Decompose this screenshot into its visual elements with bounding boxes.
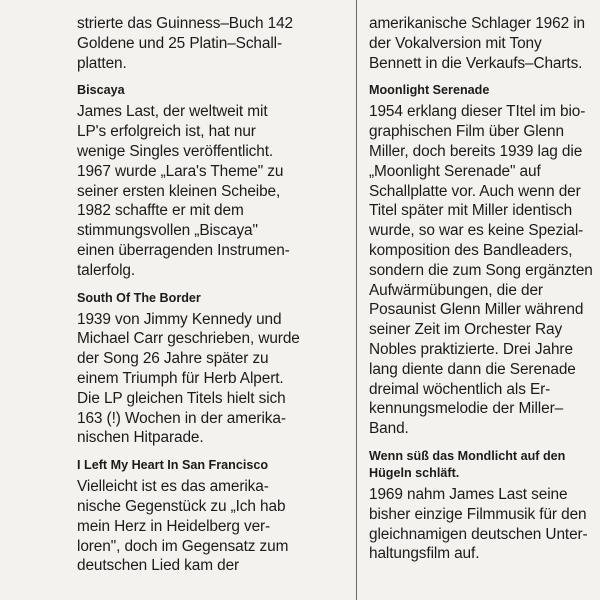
text-line: wurde, so war es keine Spezial- [369, 222, 584, 240]
text-line: einen überragenden Instrumen- [77, 241, 290, 259]
section-heading: Biscaya [77, 83, 125, 98]
text-line: 1969 nahm James Last seine [369, 485, 568, 503]
section-wenn-suess-das-mondlicht [369, 448, 587, 564]
text-line: sondern die zum Song ergänzten [369, 261, 593, 279]
text-line: platten. [77, 54, 127, 72]
text-line: wenige Singles veröffentlicht. [77, 142, 274, 160]
text-line: LP's erfolgreich ist, hat nur [77, 123, 256, 141]
text-line: 1982 schaffte er mit dem [77, 202, 244, 220]
section-paragraph [77, 310, 342, 449]
text-line: Posaunist Glenn Miller während [369, 301, 584, 319]
section-paragraph [369, 102, 593, 439]
left-intro-paragraph [77, 14, 342, 73]
text-line: Aufwärmübungen, die der [369, 281, 543, 299]
right-column [369, 14, 593, 564]
text-line: nischen Hitparade. [77, 429, 204, 447]
text-line: Bennett in die Verkaufs–Charts. [369, 54, 583, 72]
section-heading: South Of The Border [77, 290, 201, 305]
text-line: bisher einzige Filmmusik für den [369, 505, 587, 523]
text-line: Nobles praktizierte. Drei Jahre [369, 340, 573, 358]
section-heading: I Left My Heart In San Francisco [77, 458, 269, 473]
section-moonlight-serenade [369, 82, 593, 439]
section-heading: Moonlight Serenade [369, 83, 490, 98]
text-line: haltungsfilm auf. [369, 545, 480, 563]
text-line: talerfolg. [77, 261, 136, 279]
section-paragraph [77, 477, 342, 576]
right-intro-paragraph [369, 14, 587, 73]
text-line: lang diente dann die Serenade [369, 360, 576, 378]
text-line: Vielleicht ist es das amerika- [77, 478, 269, 496]
text-line: 1954 erklang dieser TItel im bio- [369, 103, 586, 121]
section-i-left-my-heart [77, 457, 342, 576]
section-paragraph [369, 485, 587, 564]
text-line: einem Triumph für Herb Alpert. [77, 369, 284, 387]
text-line: Miller, doch bereits 1939 lag die [369, 142, 583, 160]
text-line: amerikanische Schlager 1962 in [369, 15, 586, 32]
text-line: deutschen Lied kam der [77, 557, 240, 575]
text-line: seiner ersten kleinen Scheibe, [77, 182, 281, 200]
text-line: komposition des Bandleaders, [369, 241, 573, 259]
text-line: strierte das Guinness–Buch 142 [77, 15, 294, 32]
text-line: der Song 26 Jahre später zu [77, 350, 269, 368]
text-line: loren", doch im Gegensatz zum [77, 537, 289, 555]
left-column [77, 14, 342, 576]
text-line: Titel später mit Miller identisch [369, 202, 573, 220]
text-line: der Vokalversion mit Tony [369, 34, 542, 52]
text-line: James Last, der weltweit mit [77, 103, 268, 121]
section-heading: Wenn süß das Mondlicht auf den [369, 448, 566, 463]
text-line: graphischen Film über Glenn [369, 123, 564, 141]
text-line: Michael Carr geschrieben, wurde [77, 330, 300, 348]
text-line: Goldene und 25 Platin–Schall- [77, 34, 283, 52]
section-biscaya [77, 82, 342, 280]
section-heading: Hügeln schläft. [369, 465, 460, 480]
text-line: „Moonlight Serenade" auf [369, 162, 541, 180]
text-line: stimmungsvollen „Biscaya" [77, 222, 258, 240]
text-line: Band. [369, 420, 409, 438]
section-paragraph [77, 102, 342, 280]
text-line: 1939 von Jimmy Kennedy und [77, 310, 282, 328]
text-line: Die LP gleichen Titels hielt sich [77, 389, 286, 407]
text-line: gleichnamigen deutschen Unter- [369, 525, 588, 543]
text-line: dreimal wöchentlich als Er- [369, 380, 551, 398]
text-line: seiner Zeit im Orchester Ray [369, 321, 563, 339]
text-line: mein Herz in Heidelberg ver- [77, 517, 271, 535]
text-line: nische Gegenstück zu „Ich hab [77, 497, 286, 515]
text-line: kennungsmelodie der Miller– [369, 400, 564, 418]
text-line: 1967 wurde „Lara's Theme" zu [77, 162, 284, 180]
column-divider [356, 0, 357, 600]
section-south-of-the-border [77, 290, 342, 449]
text-line: Schallplatte vor. Auch wenn der [369, 182, 581, 200]
text-line: 163 (!) Wochen in der amerika- [77, 409, 286, 427]
